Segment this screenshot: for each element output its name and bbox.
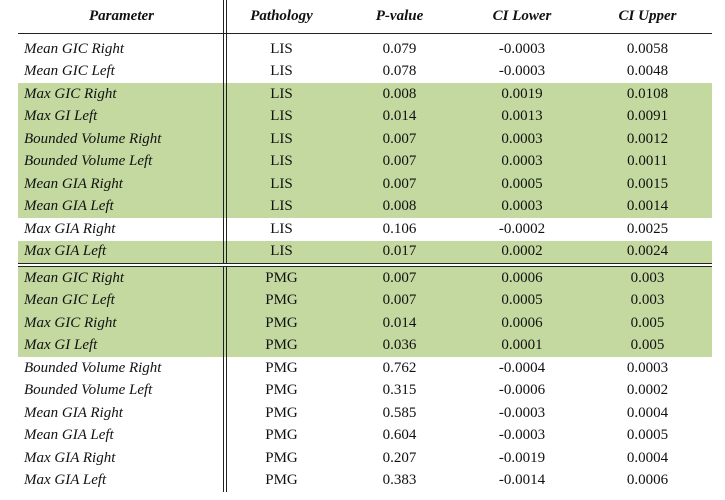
table-row (18, 470, 712, 493)
cell-p-value: 0.008 (382, 198, 417, 215)
cell-p-value: 0.007 (382, 292, 417, 309)
cell-parameter: Bounded Volume Left (24, 382, 153, 399)
cell-ci-lower: -0.0006 (498, 382, 546, 399)
cell-ci-upper: 0.0048 (626, 63, 669, 80)
cell-parameter: Bounded Volume Left (24, 153, 153, 170)
table-header-group (18, 0, 712, 38)
table-row (18, 425, 712, 448)
table-row (18, 335, 712, 358)
cell-p-value: 0.315 (382, 382, 417, 399)
cell-ci-upper: 0.0004 (626, 404, 669, 421)
cell-parameter: Mean GIA Right (24, 175, 123, 192)
cell-ci-upper: 0.0002 (626, 382, 669, 399)
cell-p-value: 0.207 (382, 449, 417, 466)
cell-ci-lower: -0.0003 (498, 63, 546, 80)
table-row (18, 38, 712, 61)
cell-pathology: PMG (265, 427, 298, 444)
cell-ci-upper: 0.0091 (626, 108, 669, 125)
cell-parameter: Max GI Left (24, 337, 98, 354)
table-row (18, 128, 712, 151)
table-row (18, 447, 712, 470)
cell-parameter: Bounded Volume Right (24, 359, 162, 376)
cell-p-value: 0.007 (382, 269, 417, 286)
cell-ci-lower: -0.0002 (498, 220, 546, 237)
cell-ci-lower: 0.0006 (501, 269, 543, 286)
cell-p-value: 0.762 (382, 359, 417, 376)
cell-pathology: LIS (270, 40, 293, 57)
results-table (18, 0, 712, 492)
cell-pathology: PMG (265, 359, 298, 376)
cell-ci-lower: -0.0004 (498, 359, 546, 376)
cell-ci-lower: 0.0003 (501, 153, 543, 170)
cell-parameter: Mean GIC Right (24, 40, 124, 57)
cell-ci-upper: 0.0011 (627, 153, 668, 170)
cell-parameter: Mean GIA Left (24, 198, 114, 215)
column-divider (223, 267, 227, 492)
cell-pathology: PMG (265, 472, 298, 489)
cell-pathology: PMG (265, 449, 298, 466)
column-divider (223, 38, 227, 263)
cell-ci-lower: 0.0001 (501, 337, 543, 354)
cell-ci-upper: 0.005 (630, 314, 665, 331)
cell-ci-lower: 0.0005 (501, 175, 543, 192)
cell-ci-lower: 0.0003 (501, 198, 543, 215)
cell-ci-lower: -0.0003 (498, 427, 546, 444)
cell-p-value: 0.007 (382, 153, 417, 170)
table-row (18, 218, 712, 241)
cell-p-value: 0.017 (382, 243, 417, 260)
cell-pathology: LIS (270, 63, 293, 80)
cell-ci-lower: -0.0014 (498, 472, 546, 489)
cell-p-value: 0.604 (382, 427, 417, 444)
cell-pathology: LIS (270, 220, 293, 237)
cell-ci-lower: 0.0006 (501, 314, 543, 331)
cell-pathology: PMG (265, 269, 298, 286)
cell-pathology: PMG (265, 314, 298, 331)
cell-ci-upper: 0.003 (630, 269, 665, 286)
table-row (18, 61, 712, 84)
cell-p-value: 0.014 (382, 108, 417, 125)
cell-ci-lower: 0.0002 (501, 243, 543, 260)
cell-p-value: 0.036 (382, 337, 417, 354)
header-parameter: Parameter (89, 8, 154, 24)
cell-p-value: 0.106 (382, 220, 417, 237)
cell-p-value: 0.078 (382, 63, 417, 80)
cell-ci-lower: 0.0003 (501, 130, 543, 147)
cell-parameter: Max GIC Right (24, 314, 117, 331)
cell-p-value: 0.014 (382, 314, 417, 331)
table-row (18, 357, 712, 380)
cell-ci-lower: -0.0019 (498, 449, 546, 466)
cell-ci-lower: 0.0005 (501, 292, 543, 309)
cell-pathology: PMG (265, 382, 298, 399)
cell-parameter: Max GI Left (24, 108, 98, 125)
cell-ci-upper: 0.0014 (626, 198, 669, 215)
pmg-group (18, 267, 712, 492)
cell-ci-upper: 0.0012 (626, 130, 669, 147)
cell-parameter: Bounded Volume Right (24, 130, 162, 147)
cell-pathology: LIS (270, 108, 293, 125)
cell-p-value: 0.383 (382, 472, 417, 489)
header-ci-upper: CI Upper (618, 8, 677, 24)
cell-pathology: LIS (270, 153, 293, 170)
table-row (18, 196, 712, 219)
cell-parameter: Max GIC Right (24, 85, 117, 102)
cell-parameter: Mean GIC Left (24, 292, 115, 309)
table-row (18, 380, 712, 403)
cell-parameter: Mean GIA Left (24, 427, 114, 444)
table-row (18, 106, 712, 129)
cell-ci-upper: 0.0025 (626, 220, 669, 237)
cell-parameter: Mean GIA Right (24, 404, 123, 421)
header-p-value: P-value (375, 8, 424, 24)
table-row (18, 151, 712, 174)
cell-ci-upper: 0.0005 (626, 427, 669, 444)
header-ci-lower: CI Lower (492, 8, 552, 24)
cell-parameter: Mean GIC Right (24, 269, 124, 286)
cell-ci-lower: -0.0003 (498, 40, 546, 57)
cell-parameter: Max GIA Left (24, 472, 107, 489)
table-header (18, 0, 712, 34)
cell-parameter: Max GIA Right (24, 220, 116, 237)
table-row (18, 290, 712, 313)
table-row (18, 312, 712, 335)
cell-pathology: LIS (270, 198, 293, 215)
table-row (18, 83, 712, 106)
cell-ci-upper: 0.0015 (626, 175, 669, 192)
cell-parameter: Mean GIC Left (24, 63, 115, 80)
cell-parameter: Max GIA Right (24, 449, 116, 466)
table-row (18, 241, 712, 264)
cell-p-value: 0.007 (382, 130, 417, 147)
cell-pathology: LIS (270, 85, 293, 102)
cell-ci-upper: 0.005 (630, 337, 665, 354)
cell-pathology: LIS (270, 175, 293, 192)
cell-ci-upper: 0.0006 (626, 472, 669, 489)
cell-ci-upper: 0.0004 (626, 449, 669, 466)
cell-ci-lower: 0.0013 (501, 108, 543, 125)
cell-ci-upper: 0.0024 (626, 243, 669, 260)
cell-ci-upper: 0.0108 (626, 85, 669, 102)
column-divider (223, 0, 227, 38)
cell-ci-upper: 0.0003 (626, 359, 669, 376)
cell-pathology: LIS (270, 130, 293, 147)
cell-ci-lower: -0.0003 (498, 404, 546, 421)
cell-pathology: PMG (265, 404, 298, 421)
cell-parameter: Max GIA Left (24, 243, 107, 260)
table-row (18, 173, 712, 196)
cell-ci-upper: 0.003 (630, 292, 665, 309)
cell-p-value: 0.585 (382, 404, 417, 421)
table-row (18, 402, 712, 425)
cell-pathology: PMG (265, 292, 298, 309)
table-row (18, 267, 712, 290)
header-pathology: Pathology (250, 8, 313, 24)
cell-p-value: 0.008 (382, 85, 417, 102)
cell-pathology: LIS (270, 243, 293, 260)
cell-p-value: 0.079 (382, 40, 417, 57)
cell-ci-upper: 0.0058 (626, 40, 669, 57)
cell-pathology: PMG (265, 337, 298, 354)
cell-p-value: 0.007 (382, 175, 417, 192)
cell-ci-lower: 0.0019 (501, 85, 543, 102)
lis-group (18, 38, 712, 263)
